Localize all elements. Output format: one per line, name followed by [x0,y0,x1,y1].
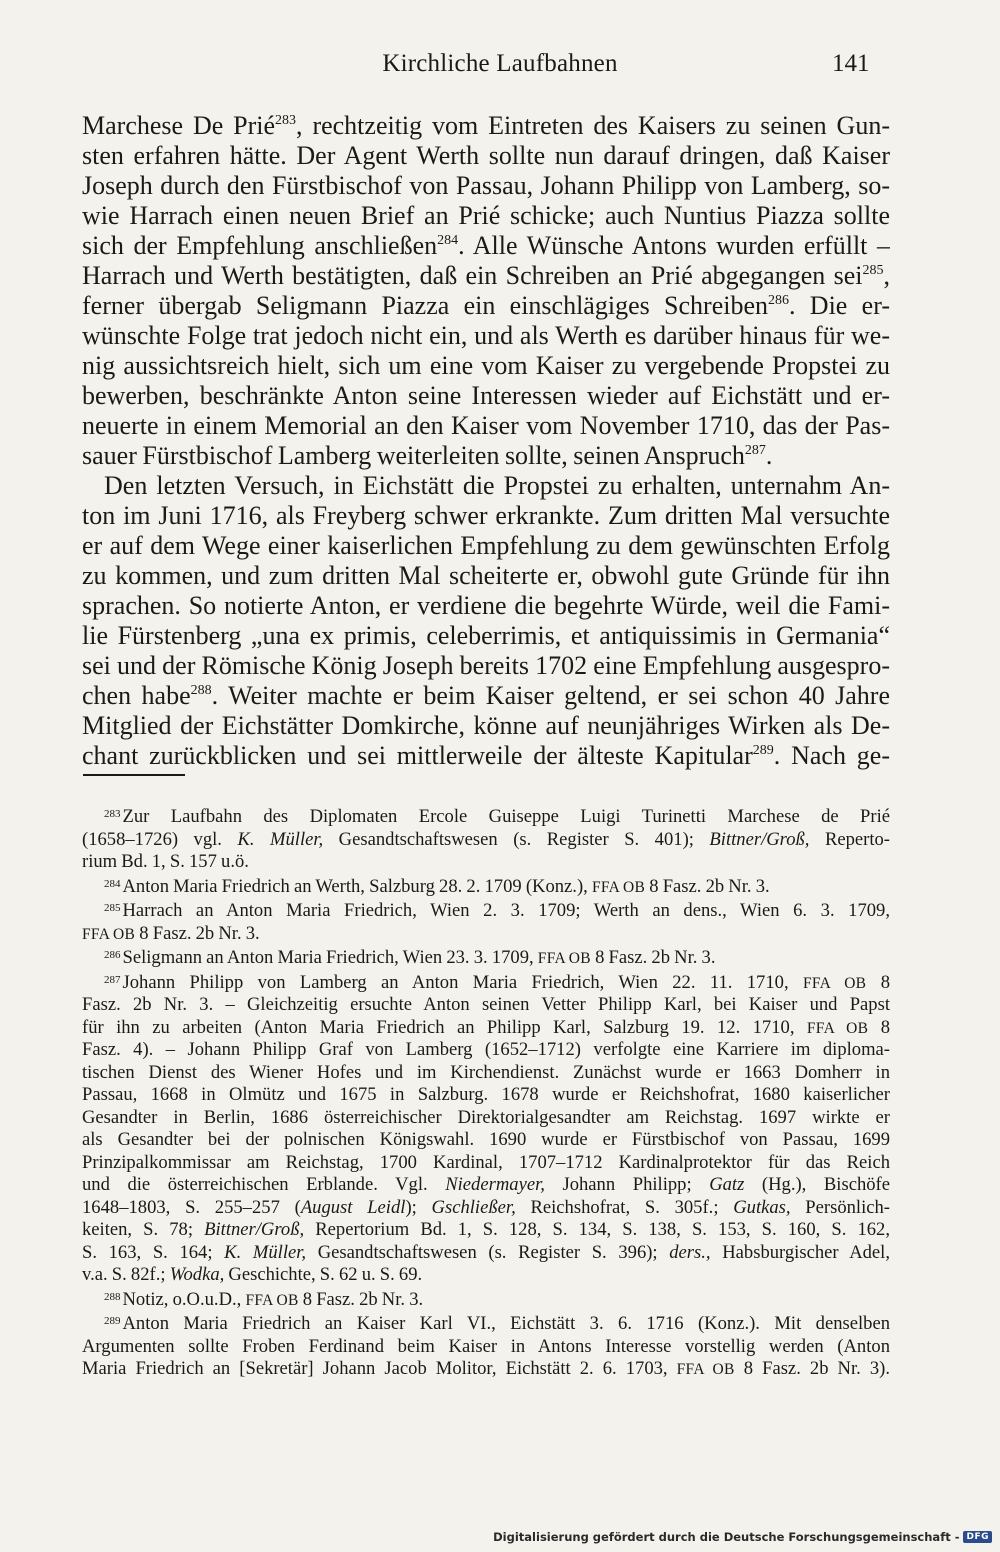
footnote-283: $^{283}$ Zur Laufbahn des Diplomaten Ercole Guiseppe Luigi Turinetti Marchese de Prié [104,806,890,827]
footnote-line: S. 163, S. 164; K. Müller, Gesandtschaftswesen (s. Register S. 396); ders., Habsburgischer Adel, [82,1241,890,1263]
credit-text: Digitalisierung gefördert durch die Deutsche Forschungsgemeinschaft - [493,1530,960,1544]
footnote-line: Fasz. 2b Nr. 3. – Gleichzeitig ersuchte Anton seinen Vetter Philipp Karl, bei Kaiser und Papst [82,994,890,1015]
footnote-number: 288 [104,1290,121,1303]
text-line: lie Fürstenberg „una ex primis, celeberrimis, et antiquissimis in Germania“ [82,621,890,650]
text-line: zu kommen, und zum dritten Mal scheiterte er, obwohl gute Gründe für ihn [82,561,890,590]
footnote-line: (1658–1726) vgl. K. Müller, Gesandtschaftswesen (s. Register S. 401); Bittner/Groß, Reperto- [82,828,890,850]
footnote-line: Argumenten sollte Froben Ferdinand beim Kaiser in Antons Interesse vorstellig werden (Anton [82,1335,890,1357]
footnote-line: rium Bd. 1, S. 157 u.ö. [82,851,249,872]
dfg-logo: DFG [963,1531,992,1543]
footnote-line: Passau, 1668 in Olmütz und 1675 in Salzburg. 1678 wurde er Reichshofrat, 1680 kaiserlicher [82,1084,890,1105]
text-line: sprachen. So notierte Anton, er verdiene die begehrte Würde, weil die Fami- [82,591,890,620]
text-line: sei und der Römische König Joseph bereits 1702 eine Empfehlung ausgespro- [82,651,890,680]
text-line: ton im Juni 1716, als Freyberg schwer erkrankte. Zum dritten Mal versuchte [82,501,890,530]
footnotes [82,806,890,1381]
footnote-line: Maria Friedrich an [Sekretär] Johann Jacob Molitor, Eichstätt 2. 6. 1703, FFA OB 8 Fasz. 2b Nr. 3). [82,1358,890,1379]
text-line: bewerben, beschränkte Anton seine Interessen wieder auf Eichstätt und er- [82,381,890,410]
footnote-ref[interactable]: 286 [768,293,789,308]
footnote-284: $^{284}$ Anton Maria Friedrich an Werth, Salzburg 28. 2. 1709 (Konz.), FFA OB 8 Fasz. 2b Nr. 3. [104,875,770,897]
text-line: sten erfahren hätte. Der Agent Werth sollte nun darauf dringen, daß Kaiser [82,141,890,170]
text-line: Harrach und Werth bestätigten, daß ein Schreiben an Prié abgegangen sei$^{285}$, [82,261,890,290]
footnote-287: $^{287}$ Johann Philipp von Lamberg an Anton Maria Friedrich, Wien 22. 11. 1710, FFA OB 8 [104,971,890,993]
footnote-line: Gesandter in Berlin, 1686 österreichischer Direktorialgesandter am Reichstag. 1697 wirkte er [82,1106,890,1128]
footnote-number: 289 [104,1315,121,1327]
footnote-289: $^{289}$ Anton Maria Friedrich an Kaiser Karl VI., Eichstätt 3. 6. 1716 (Konz.). Mit denselben [104,1313,890,1334]
footnote-line: und die österreichischen Erblande. Vgl. Niedermayer, Johann Philipp; Gatz (Hg.), Bischöfe [82,1174,890,1195]
footnote-ref[interactable]: 283 [275,113,297,128]
text-line: chant zurückblicken und sei mittlerweile der älteste Kapitular$^{289}$. Nach ge- [82,741,890,770]
footnote-number: 285 [104,902,121,914]
footnote-288: $^{288}$ Notiz, o.O.u.D., FFA OB 8 Fasz. 2b Nr. 3. [104,1288,424,1310]
footnote-line: für ihn zu arbeiten (Anton Maria Friedrich an Philipp Karl, Salzburg 19. 12. 1710, FFA OB 8 [82,1016,890,1038]
main-text [82,111,890,771]
footnote-286: $^{286}$ Seligmann an Anton Maria Friedrich, Wien 23. 3. 1709, FFA OB 8 Fasz. 2b Nr. 3. [104,947,716,968]
text-line: sauer Fürstbischof Lamberg weiterleiten sollte, seinen Anspruch$^{287}$. [82,441,773,470]
footnote-ref[interactable]: 284 [437,233,459,248]
text-line: er auf dem Wege einer kaiserlichen Empfehlung zu dem gewünschten Erfolg [82,531,890,560]
footnote-285: $^{285}$ Harrach an Anton Maria Friedrich, Wien 2. 3. 1709; Werth an dens., Wien 6. 3. 1709, [104,900,890,921]
footnote-number: 286 [104,949,121,961]
text-line: sich der Empfehlung anschließen$^{284}$. Alle Wünsche Antons wurden erfüllt – [82,231,890,260]
text-line: ferner übergab Seligmann Piazza ein einschlägiges Schreiben$^{286}$. Die er- [82,291,890,320]
text-line: wünschte Folge trat jedoch nicht ein, und als Werth es darüber hinaus für we- [82,321,890,350]
text-line: Marchese De Prié$^{283}$, rechtzeitig vom Eintreten des Kaisers zu seinen Gun- [82,111,890,140]
footnote-line: Fasz. 4). – Johann Philipp Graf von Lamberg (1652–1712) verfolgte eine Karriere im diploma- [82,1039,890,1060]
footnote-separator [83,774,185,776]
footnote-line: FFA OB 8 Fasz. 2b Nr. 3. [82,922,260,944]
text-line: chen habe$^{288}$. Weiter machte er beim Kaiser geltend, er sei schon 40 Jahre [82,681,890,710]
text-line: nig aussichtsreich hielt, sich um eine vom Kaiser zu vergebende Propstei zu [82,351,890,380]
page-number: 141 [832,50,870,77]
text-line: neuerte in einem Memorial an den Kaiser vom November 1710, das der Pas- [82,411,890,440]
text-line: Mitglied der Eichstätter Domkirche, könne auf neunjähriges Wirken als De- [82,711,890,740]
footnote-line: tischen Dienst des Wiener Hofes und im Kirchendienst. Zunächst wurde er 1663 Domherr in [82,1061,890,1083]
text-line: wie Harrach einen neuen Brief an Prié schicke; auch Nuntius Piazza sollte [82,201,890,230]
footnote-ref[interactable]: 287 [744,443,766,458]
footnote-line: 1648–1803, S. 255–257 (August Leidl); Gschließer, Reichshofrat, S. 305f.; Gutkas, Persönlich- [82,1196,890,1218]
footnote-line: keiten, S. 78; Bittner/Groß, Repertorium Bd. 1, S. 128, S. 134, S. 138, S. 153, S. 160, S. 162, [82,1219,890,1240]
footnote-ref[interactable]: 285 [862,263,884,278]
footnote-number: 287 [104,973,121,986]
text-line: Den letzten Versuch, in Eichstätt die Propstei zu erhalten, unternahm An- [104,471,890,500]
footnote-ref[interactable]: 288 [190,683,212,698]
text-line: Joseph durch den Fürstbischof von Passau, Johann Philipp von Lamberg, so- [82,171,890,200]
footnote-line: v.a. S. 82f.; Wodka, Geschichte, S. 62 u. S. 69. [82,1264,423,1285]
footnote-line: als Gesandter bei der polnischen Königswahl. 1690 wurde er Fürstbischof von Passau, 1699 [82,1129,890,1150]
footnote-number: 284 [104,877,121,890]
footnote-line: Prinzipalkommissar am Reichstag, 1700 Kardinal, 1707–1712 Kardinalprotektor für das Reich [82,1151,890,1173]
footnote-number: 283 [104,808,121,820]
digitization-credit [493,1530,992,1544]
footnote-ref[interactable]: 289 [752,743,774,758]
running-title: Kirchliche Laufbahnen [382,50,618,77]
